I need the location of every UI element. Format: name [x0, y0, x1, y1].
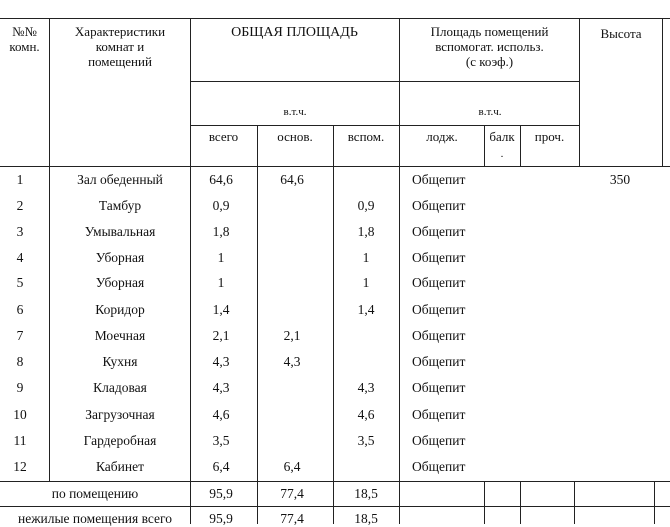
total-label: нежилые помещения всего	[17, 511, 172, 526]
header-col-loggia: лодж.	[426, 129, 458, 144]
rule-v-4	[333, 125, 334, 524]
cell-all: 64,6	[209, 172, 233, 187]
total-all: 95,9	[209, 511, 233, 526]
rule-totals-top	[0, 481, 670, 482]
cell-name: Уборная	[95, 250, 145, 265]
cell-name: Уборная	[95, 275, 145, 290]
rule-v-7b	[520, 481, 521, 524]
cell-n: 9	[16, 380, 24, 395]
header-aux-area: Площадь помещений вспомогат. использ. (с коэф.)	[430, 24, 549, 69]
cell-name: Кухня	[102, 354, 138, 369]
cell-all: 4,3	[212, 380, 230, 395]
cell-all: 1,8	[212, 224, 230, 239]
rule-header-bottom	[0, 166, 670, 167]
header-col-balcony: балк	[489, 129, 515, 144]
cell-name: Моечная	[94, 328, 146, 343]
cell-all: 6,4	[212, 459, 230, 474]
rule-v-9b	[654, 481, 655, 524]
cell-use: Общепит	[412, 433, 466, 448]
cell-n: 5	[16, 275, 24, 290]
cell-all: 1	[217, 250, 225, 265]
cell-all: 4,6	[212, 407, 230, 422]
cell-use: Общепит	[412, 328, 466, 343]
cell-n: 3	[16, 224, 24, 239]
cell-n: 12	[13, 459, 27, 474]
header-room-no: №№ комн.	[9, 24, 40, 54]
cell-n: 7	[16, 328, 24, 343]
total-label: по помещению	[51, 486, 139, 501]
total-all: 95,9	[209, 486, 233, 501]
cell-use: Общепит	[412, 407, 466, 422]
cell-name: Тамбур	[98, 198, 142, 213]
cell-aux: 4,3	[357, 380, 375, 395]
cell-n: 10	[13, 407, 27, 422]
rule-v-9	[662, 18, 663, 166]
cell-main: 2,1	[283, 328, 301, 343]
cell-main: 6,4	[283, 459, 301, 474]
cell-all: 4,3	[212, 354, 230, 369]
cell-aux: 4,6	[357, 407, 375, 422]
cell-name: Кладовая	[93, 380, 147, 395]
header-height: Высота	[600, 26, 642, 41]
rule-subheader-2	[190, 125, 580, 126]
cell-name: Загрузочная	[85, 407, 155, 422]
cell-n: 2	[16, 198, 24, 213]
cell-n: 6	[16, 302, 24, 317]
rule-v-5	[399, 18, 400, 524]
cell-name: Умывальная	[84, 224, 156, 239]
cell-use: Общепит	[412, 198, 466, 213]
cell-use: Общепит	[412, 224, 466, 239]
cell-main: 4,3	[283, 354, 301, 369]
rule-v-6b	[484, 481, 485, 524]
cell-all: 0,9	[212, 198, 230, 213]
cell-name: Коридор	[95, 302, 145, 317]
total-main: 77,4	[280, 511, 304, 526]
total-aux: 18,5	[354, 486, 378, 501]
cell-use: Общепит	[412, 302, 466, 317]
cell-aux: 1	[362, 275, 370, 290]
cell-height: 350	[609, 172, 631, 187]
cell-n: 8	[16, 354, 24, 369]
cell-all: 1	[217, 275, 225, 290]
cell-n: 4	[16, 250, 24, 265]
cell-all: 3,5	[212, 433, 230, 448]
header-incl-aux: в.т.ч.	[478, 106, 502, 118]
cell-use: Общепит	[412, 459, 466, 474]
rule-totals-mid	[0, 506, 670, 507]
cell-use: Общепит	[412, 250, 466, 265]
header-characteristics: Характеристики комнат и помещений	[74, 24, 166, 69]
cell-use: Общепит	[412, 380, 466, 395]
header-col-aux: вспом.	[347, 129, 385, 144]
cell-name: Гардеробная	[83, 433, 157, 448]
cell-use: Общепит	[412, 172, 466, 187]
cell-aux: 3,5	[357, 433, 375, 448]
cell-n: 1	[16, 172, 24, 187]
rule-v-8b	[574, 481, 575, 524]
header-total-area: ОБЩАЯ ПЛОЩАДЬ	[231, 25, 358, 40]
total-aux: 18,5	[354, 511, 378, 526]
cell-aux: 1	[362, 250, 370, 265]
cell-all: 1,4	[212, 302, 230, 317]
rule-subheader-1	[190, 81, 580, 82]
header-col-all: всего	[208, 129, 239, 144]
cell-main: 64,6	[280, 172, 304, 187]
cell-aux: 1,4	[357, 302, 375, 317]
cell-aux: 0,9	[357, 198, 375, 213]
rule-top	[0, 18, 670, 19]
header-col-other: проч.	[534, 129, 565, 144]
cell-n: 11	[13, 433, 27, 448]
total-main: 77,4	[280, 486, 304, 501]
cell-name: Зал обеденный	[77, 172, 163, 187]
cell-aux: 1,8	[357, 224, 375, 239]
cell-all: 2,1	[212, 328, 230, 343]
cell-name: Кабинет	[95, 459, 145, 474]
header-col-balcony-dot: .	[500, 148, 504, 160]
header-incl-total: в.т.ч.	[283, 106, 307, 118]
cell-use: Общепит	[412, 354, 466, 369]
cell-use: Общепит	[412, 275, 466, 290]
header-col-main: основ.	[277, 129, 313, 144]
